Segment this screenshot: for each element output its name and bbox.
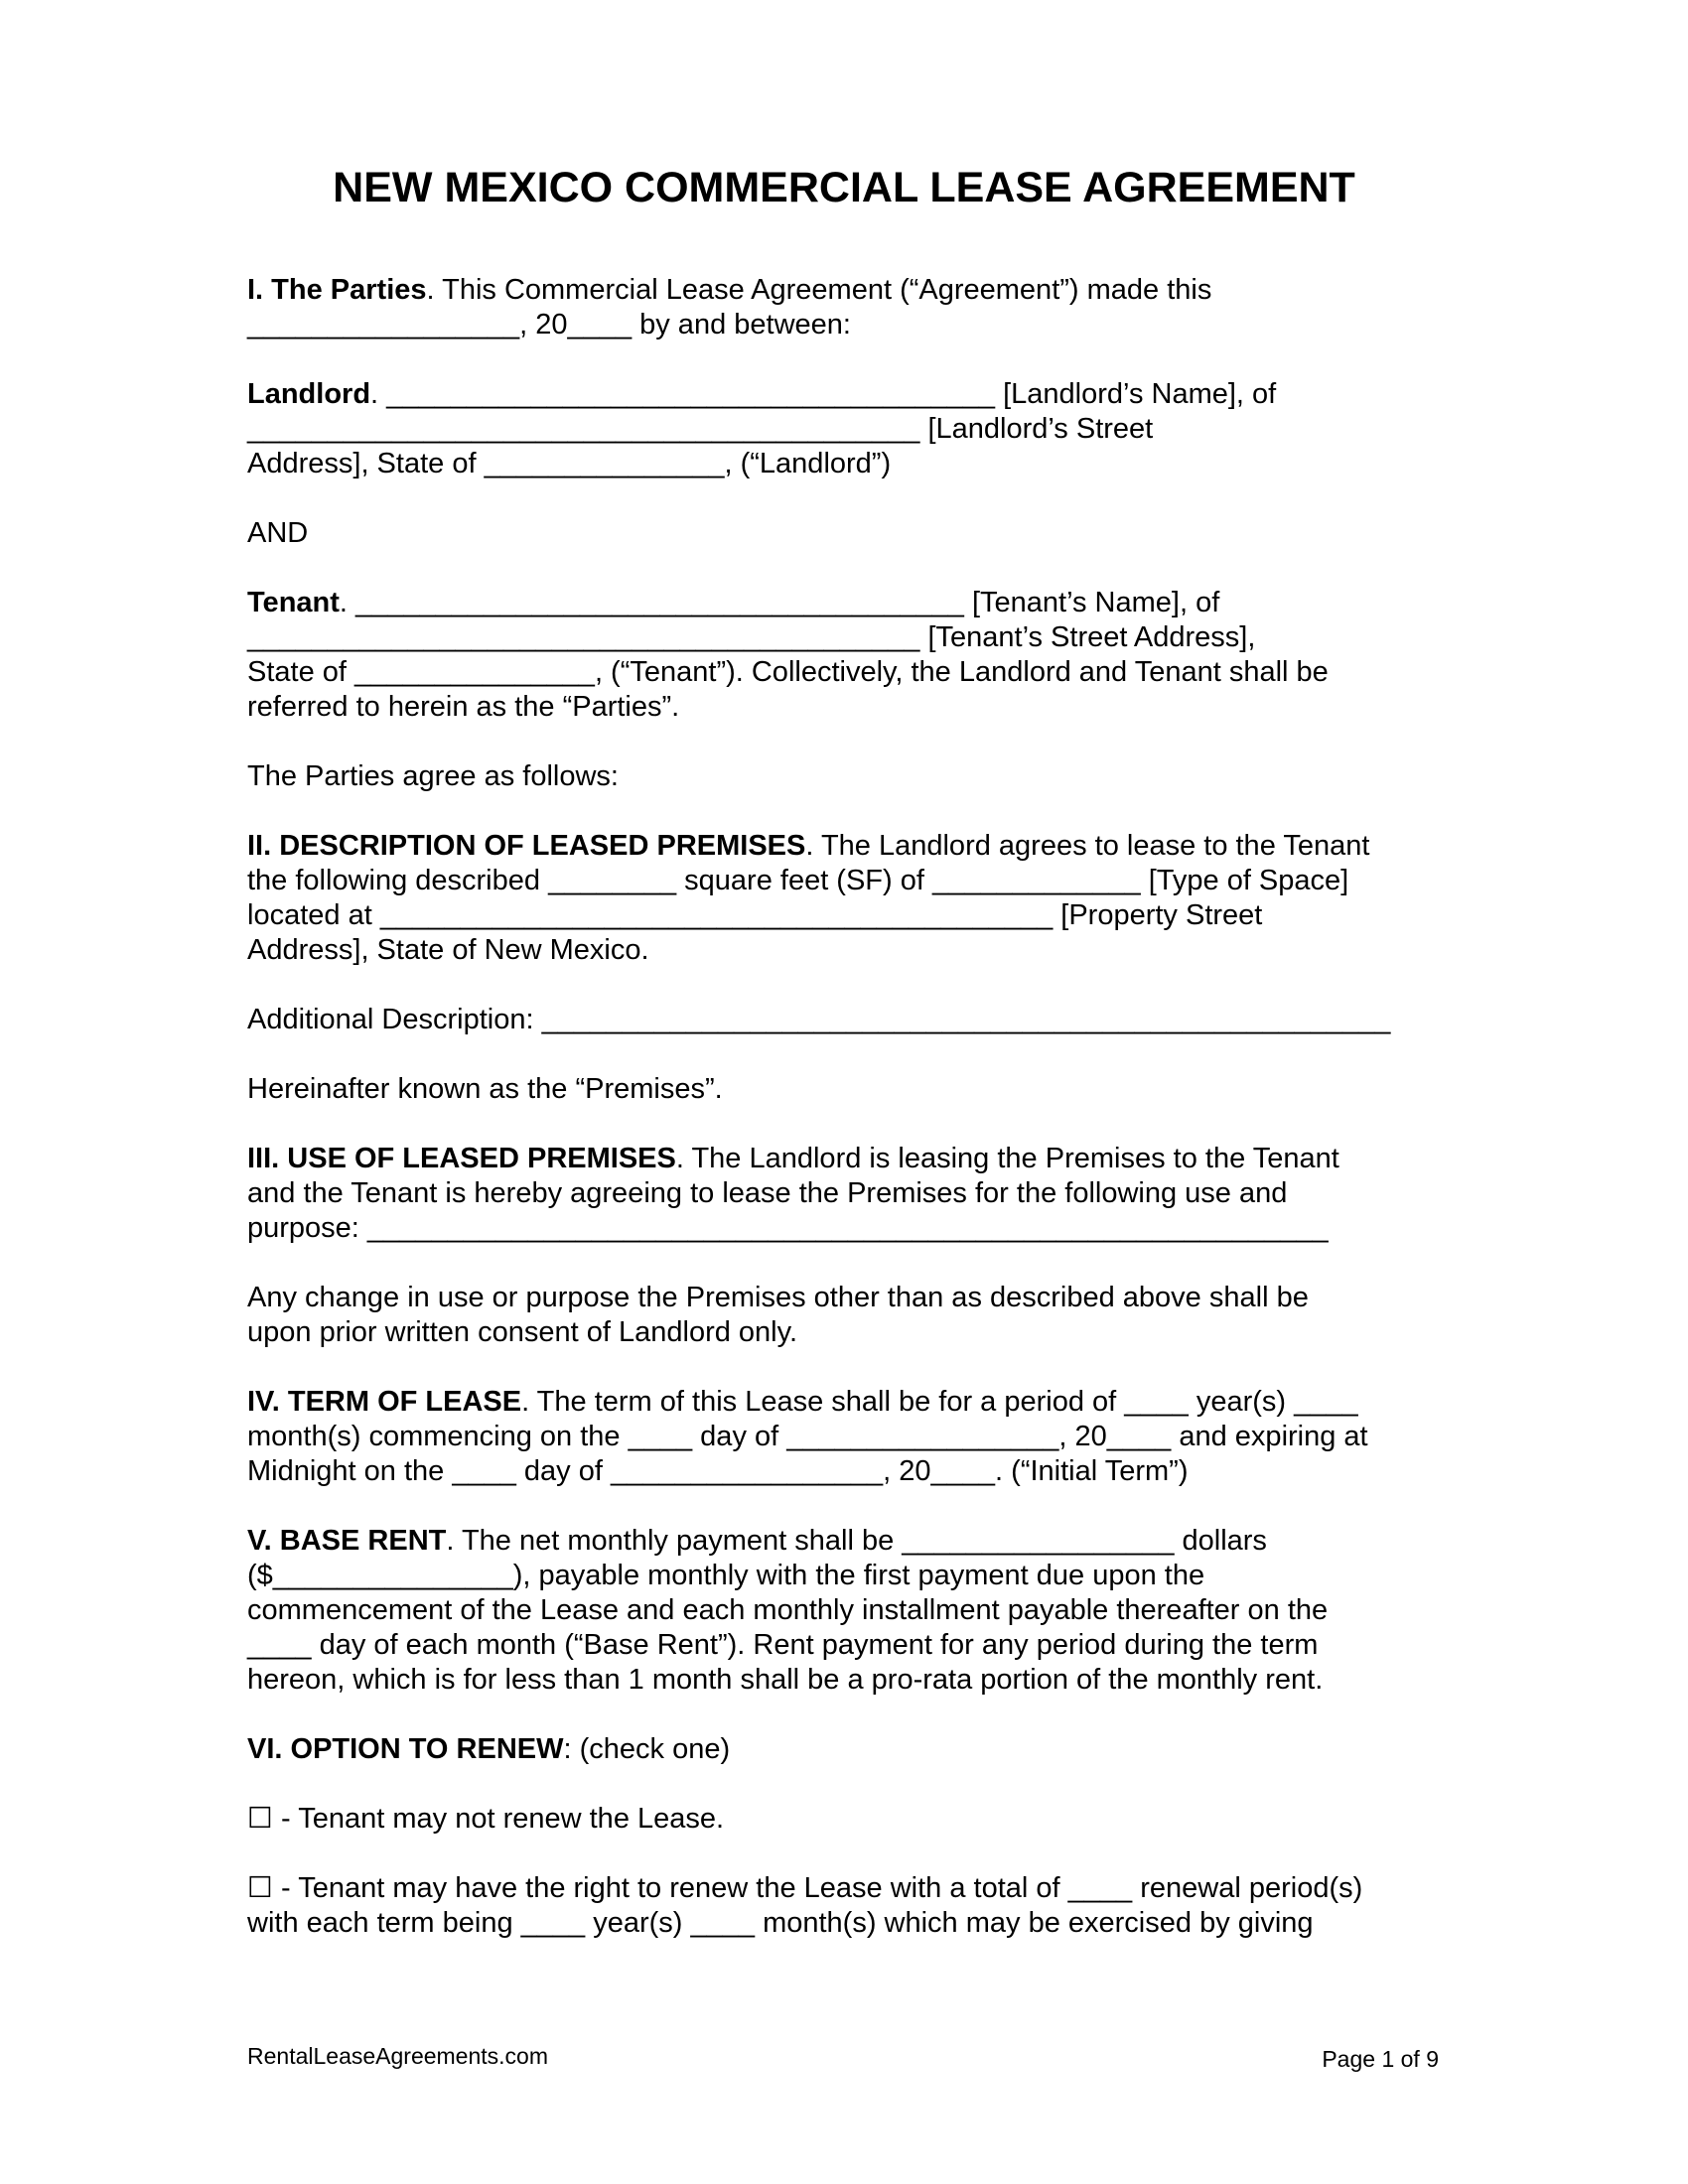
additional-description-paragraph: Additional Description: _____________________________________________________: [247, 1004, 1391, 1035]
use-heading: III. USE OF LEASED PREMISES: [247, 1143, 676, 1174]
landlord-text: . ______________________________________ [Landlord’s Name], of __________________________________________ [Landlord’s Street Address], State of _______________, (“Landlord”): [247, 378, 1277, 479]
renew-paragraph: [247, 1732, 1439, 1767]
landlord-paragraph: [247, 377, 1439, 481]
renew-option-renewal: ☐ - Tenant may have the right to renew the Lease with a total of ____ renewal period(s) with each term being ____ year(s) ____ month(s) which may be exercised by giving: [247, 1872, 1363, 1939]
hereinafter-paragraph: Hereinafter known as the “Premises”.: [247, 1073, 723, 1105]
term-text: . The term of this Lease shall be for a period of ____ year(s) ____ month(s) commencing on the ____ day of _________________, 20____ and expiring at Midnight on the ____ day of _________________, 20____. (“Initial Term”): [247, 1386, 1368, 1487]
term-paragraph: [247, 1385, 1439, 1489]
parties-text: . This Commercial Lease Agreement (“Agreement”) made this _________________, 20____ by and between:: [247, 274, 1212, 341]
parties-heading: I. The Parties: [247, 274, 427, 306]
agree-paragraph: The Parties agree as follows:: [247, 760, 619, 792]
description-heading: II. DESCRIPTION OF LEASED PREMISES: [247, 830, 806, 862]
tenant-heading: Tenant: [247, 587, 340, 618]
renew-heading: VI. OPTION TO RENEW: [247, 1733, 564, 1765]
parties-paragraph: [247, 273, 1439, 342]
and-paragraph: AND: [247, 517, 309, 549]
base-rent-paragraph: [247, 1524, 1439, 1698]
change-use-paragraph: Any change in use or purpose the Premises other than as described above shall be upon prior written consent of Landlord only.: [247, 1282, 1309, 1348]
renew-option-no-renewal: ☐ - Tenant may not renew the Lease.: [247, 1803, 725, 1835]
term-heading: IV. TERM OF LEASE: [247, 1386, 522, 1418]
footer-page-number: Page 1 of 9: [1322, 2046, 1439, 2072]
renew-text: : (check one): [563, 1733, 731, 1765]
landlord-heading: Landlord: [247, 378, 371, 410]
use-paragraph: [247, 1142, 1439, 1246]
base-rent-text: . The net monthly payment shall be _________________ dollars ($_______________), payable monthly with the first payment due upon the commencement of the Lease and each monthly installment payable thereafter on the ____ day of each month (“Base Rent”). Rent payment for any period during the term hereon, which is for less than 1 month shall be a pro-rata portion of the monthly rent.: [247, 1525, 1329, 1696]
document-title: NEW MEXICO COMMERCIAL LEASE AGREEMENT: [333, 164, 1355, 211]
base-rent-heading: V. BASE RENT: [247, 1525, 447, 1557]
document-body: [247, 273, 1439, 1976]
tenant-paragraph: [247, 586, 1439, 725]
use-text: . The Landlord is leasing the Premises to the Tenant and the Tenant is hereby agreeing to lease the Premises for the following use and purpose: ____________________________________________________________: [247, 1143, 1339, 1244]
tenant-text: . ______________________________________ [Tenant’s Name], of __________________________________________ [Tenant’s Street Address], State of _______________, (“Tenant”). Collectively, the Landlord and Tenant shall be referred to herein as the “Parties”.: [247, 587, 1329, 723]
description-text: . The Landlord agrees to lease to the Tenant the following described ________ square feet (SF) of _____________ [Type of Space] located at __________________________________________ [Property Street Address], State of New Mexico.: [247, 830, 1370, 966]
footer-website: RentalLeaseAgreements.com: [247, 2043, 548, 2069]
description-paragraph: [247, 829, 1439, 968]
